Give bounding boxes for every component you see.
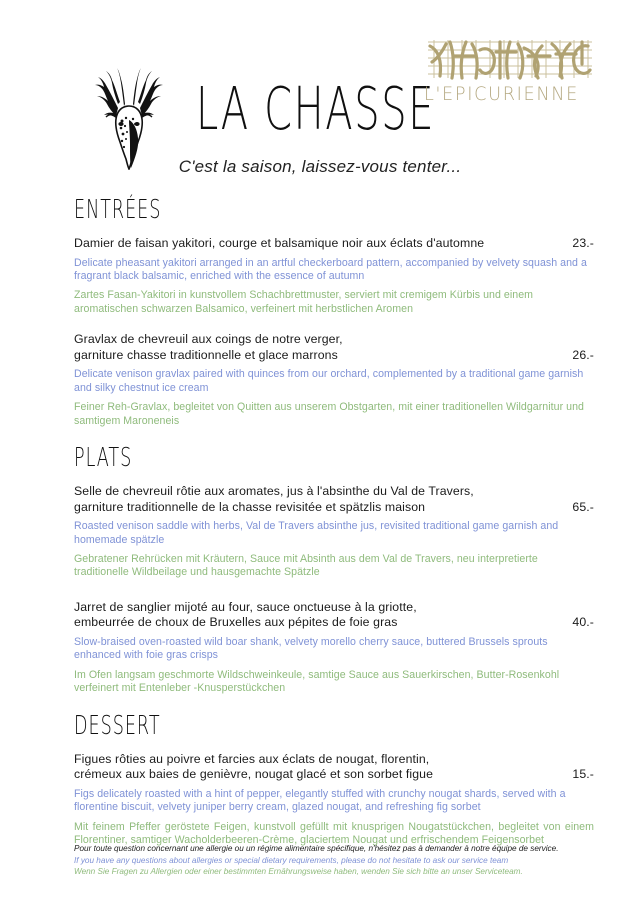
dish-description-en: Slow-braised oven-roasted wild boar shank, velvety morello cherry sauce, buttered Brussels sprouts enhanced with foie gras crisps	[74, 636, 548, 662]
dish-title-fr	[74, 332, 594, 363]
abstract-lattice-logo	[424, 36, 596, 82]
dish-description-en: Roasted venison saddle with herbs, Val de Travers absinthe jus, revisited traditional game garnish and homemade spätzle	[74, 520, 559, 546]
allergy-notice-fr: Pour toute question concernant une allergie ou un régime alimentaire spécifique, n'hésitez pas à demander à notre équipe de service.	[74, 844, 559, 853]
menu-section-plats	[74, 444, 594, 696]
dish-title-line: Selle de chevreuil rôtie aux aromates, jus à l'absinthe du Val de Travers,	[74, 484, 474, 499]
dish-title-fr	[74, 600, 594, 631]
menu-item	[74, 236, 594, 316]
menu-content	[74, 196, 594, 863]
dish-title-fr	[74, 236, 594, 252]
dish-title-line: garniture chasse traditionnelle et glace marrons	[74, 347, 338, 362]
dish-description-de: Feiner Reh-Gravlax, begleitet von Quitten aus unserem Obstgarten, mit einer traditionellen Wildgarnitur und samtigem Maroneneis	[74, 401, 584, 427]
menu-item	[74, 332, 594, 428]
dish-title-line: Figues rôties au poivre et farcies aux éclats de nougat, florentin,	[74, 751, 430, 766]
dish-title-line: garniture traditionnelle de la chasse revisitée et spätzlis maison	[74, 499, 426, 514]
dish-price: 40.-	[572, 615, 594, 630]
menu-section-dessert	[74, 712, 594, 848]
dish-title-line: embeurrée de choux de Bruxelles aux pépites de foie gras	[74, 615, 398, 630]
menu-item	[74, 752, 594, 848]
section-heading: PLATS	[74, 444, 133, 474]
section-heading: ENTRÉES	[74, 196, 162, 225]
dish-description-de: Mit feinem Pfeffer geröstete Feigen, kunstvoll gefüllt mit knusprigen Nougatstückchen, begleitet von einem Florentiner, samtiger Wacholderbeeren-Crème, glaciertem Nougat und erfrischendem Feigensorbet	[74, 820, 594, 847]
dish-description-de: Zartes Fasan-Yakitori in kunstvollem Schachbrettmuster, serviert mit cremigem Kürbis und einem aromatischen schwarzen Balsamico, verfeinert mit herbstlichen Aromen	[74, 289, 534, 315]
menu-item	[74, 600, 594, 696]
dish-title-line: Gravlax de chevreuil aux coings de notre verger,	[74, 332, 343, 347]
menu-item	[74, 484, 594, 580]
dish-description-en: Delicate pheasant yakitori arranged in an artful checkerboard pattern, accompanied by velvety squash and a fragrant black balsamic, enriched with the essence of autumn	[74, 256, 587, 282]
menu-header	[0, 0, 640, 190]
deer-head-icon	[88, 58, 170, 170]
allergy-notice-en: If you have any questions about allergies or special dietary requirements, please do not hesitate to ask our service team	[74, 855, 509, 865]
epicurienne-logo	[424, 36, 596, 116]
page-title: LA CHASSE	[196, 74, 436, 144]
dish-description-en: Delicate venison gravlax paired with quinces from our orchard, complemented by a traditional game garnish and silky chestnut ice cream	[74, 368, 584, 394]
dish-description-en: Figs delicately roasted with a hint of pepper, elegantly stuffed with crunchy nougat shards, served with a florentine biscuit, velvety juniper berry cream, glazed nougat, and refreshing fig sorbet	[74, 787, 566, 814]
dish-price: 23.-	[572, 236, 594, 250]
section-heading: DESSERT	[74, 711, 161, 741]
dish-title-fr	[74, 752, 594, 783]
epicurienne-wordmark: L'EPICURIENNE	[424, 83, 580, 105]
dish-description-de: Im Ofen langsam geschmorte Wildschweinkeule, samtige Sauce aus Sauerkirschen, Butter-Rosenkohl verfeinert mit Entenleber -Knusperstückchen	[74, 668, 560, 695]
tagline: C'est la saison, laissez-vous tenter...	[178, 157, 462, 176]
dish-price: 15.-	[572, 767, 594, 782]
dish-title-line: crémeux aux baies de genièvre, nougat glacé et son sorbet figue	[74, 767, 434, 782]
dish-title-fr	[74, 484, 594, 515]
menu-section-entrees	[74, 196, 594, 428]
allergy-notice	[74, 843, 594, 878]
allergy-notice-de: Wenn Sie Fragen zu Allergien oder einer bestimmten Ernährungsweise haben, wenden Sie sich bitte an unser Serviceteam.	[74, 867, 523, 877]
dish-price: 26.-	[572, 347, 594, 362]
dish-price: 65.-	[572, 499, 594, 514]
dish-title-line: Damier de faisan yakitori, courge et balsamique noir aux éclats d'automne	[74, 236, 485, 250]
dish-description-de: Gebratener Rehrücken mit Kräutern, Sauce mit Absinth aus dem Val de Travers, neu interpretierte traditionelle Wildbeilage und hausgemachte Spätzle	[74, 553, 538, 579]
dish-title-line: Jarret de sanglier mijoté au four, sauce onctueuse à la griotte,	[74, 599, 417, 614]
